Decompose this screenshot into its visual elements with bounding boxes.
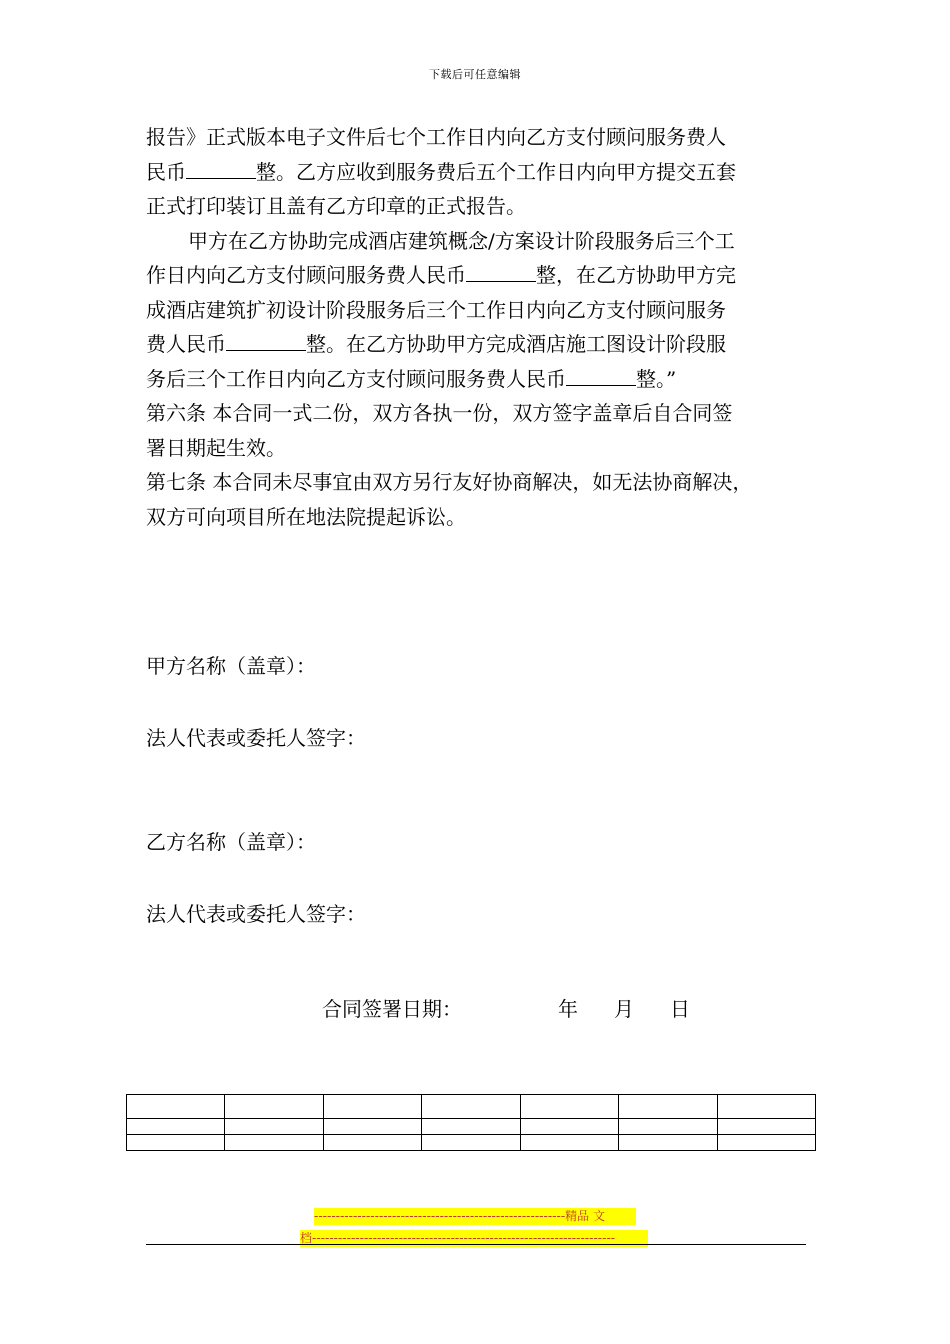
date-month-label: 月 — [614, 997, 634, 1021]
table-cell — [422, 1135, 520, 1151]
body-line-2b: 整。乙方应收到服务费后五个工作日内向甲方提交五套 — [256, 159, 736, 184]
article-7-line-2: 双方可向项目所在地法院提起诉讼。 — [146, 504, 466, 529]
table-cell — [520, 1119, 618, 1135]
amount-blank-4 — [566, 365, 636, 386]
footer-line-2: 档---------------------------------------------------------------------- — [300, 1230, 648, 1247]
body-line-4: 甲方在乙方协助完成酒店建筑概念/方案设计阶段服务后三个工 — [188, 228, 735, 253]
table-cell — [717, 1095, 815, 1119]
signing-date-row — [322, 993, 690, 1022]
table-row — [127, 1135, 816, 1151]
footer-divider — [146, 1244, 806, 1245]
body-line-5b: 整，在乙方协助甲方完 — [536, 263, 736, 287]
table-cell — [619, 1095, 717, 1119]
table-cell — [225, 1135, 323, 1151]
table-cell — [619, 1135, 717, 1151]
body-line-8a: 务后三个工作日内向乙方支付顾问服务费人民币 — [146, 366, 566, 391]
body-line-5 — [146, 258, 826, 293]
table-row — [127, 1119, 816, 1135]
footer-line-1: ----------------------------------------------------------精品 文 — [314, 1208, 636, 1225]
signing-date-label: 合同签署日期： — [322, 997, 462, 1021]
date-year-label: 年 — [558, 997, 578, 1021]
table-cell — [619, 1119, 717, 1135]
body-line-8 — [146, 362, 826, 397]
party-a-name-label: 甲方名称（盖章）： — [146, 654, 316, 678]
table-row — [127, 1095, 816, 1119]
body-line-7b: 整。在乙方协助甲方完成酒店施工图设计阶段服 — [306, 332, 726, 356]
body-line-2 — [146, 155, 826, 190]
party-b-rep-label: 法人代表或委托人签字： — [146, 902, 366, 926]
table-cell — [520, 1135, 618, 1151]
table-cell — [323, 1119, 421, 1135]
date-day-label: 日 — [670, 997, 690, 1021]
empty-grid-table — [126, 1094, 816, 1151]
amount-blank-1 — [186, 158, 256, 179]
amount-blank-2 — [466, 261, 536, 282]
table-cell — [520, 1095, 618, 1119]
body-line-5a: 作日内向乙方支付顾问服务费人民币 — [146, 263, 466, 287]
body-line-7 — [146, 327, 826, 362]
party-a-rep-label: 法人代表或委托人签字： — [146, 726, 366, 750]
body-line-3: 正式打印装订且盖有乙方印章的正式报告。 — [146, 194, 526, 218]
table-cell — [225, 1095, 323, 1119]
footer-watermark — [300, 1208, 650, 1252]
article-6-line-1: 第六条 本合同一式二份，双方各执一份，双方签字盖章后自合同签 — [146, 401, 733, 425]
amount-blank-3 — [226, 330, 306, 351]
table-cell — [225, 1119, 323, 1135]
table-cell — [422, 1095, 520, 1119]
table-cell — [323, 1135, 421, 1151]
body-line-6: 成酒店建筑扩初设计阶段服务后三个工作日内向乙方支付顾问服务 — [146, 297, 726, 322]
table-cell — [717, 1119, 815, 1135]
article-6-line-2: 署日期起生效。 — [146, 435, 286, 460]
table-cell — [127, 1119, 225, 1135]
table-cell — [127, 1095, 225, 1119]
table-cell — [422, 1119, 520, 1135]
body-line-2a: 民币 — [146, 159, 186, 184]
table-cell — [717, 1135, 815, 1151]
contract-body — [146, 120, 826, 534]
page-header-note: 下载后可任意编辑 — [429, 68, 521, 81]
article-7-line-1: 第七条 本合同未尽事宜由双方另行友好协商解决，如无法协商解决， — [146, 470, 753, 494]
party-b-name-label: 乙方名称（盖章）： — [146, 830, 316, 854]
table-cell — [323, 1095, 421, 1119]
body-line-8b: 整。” — [636, 366, 677, 391]
table-cell — [127, 1135, 225, 1151]
body-line-7a: 费人民币 — [146, 332, 226, 356]
body-line-1: 报告》正式版本电子文件后七个工作日内向乙方支付顾问服务费人 — [146, 125, 726, 149]
